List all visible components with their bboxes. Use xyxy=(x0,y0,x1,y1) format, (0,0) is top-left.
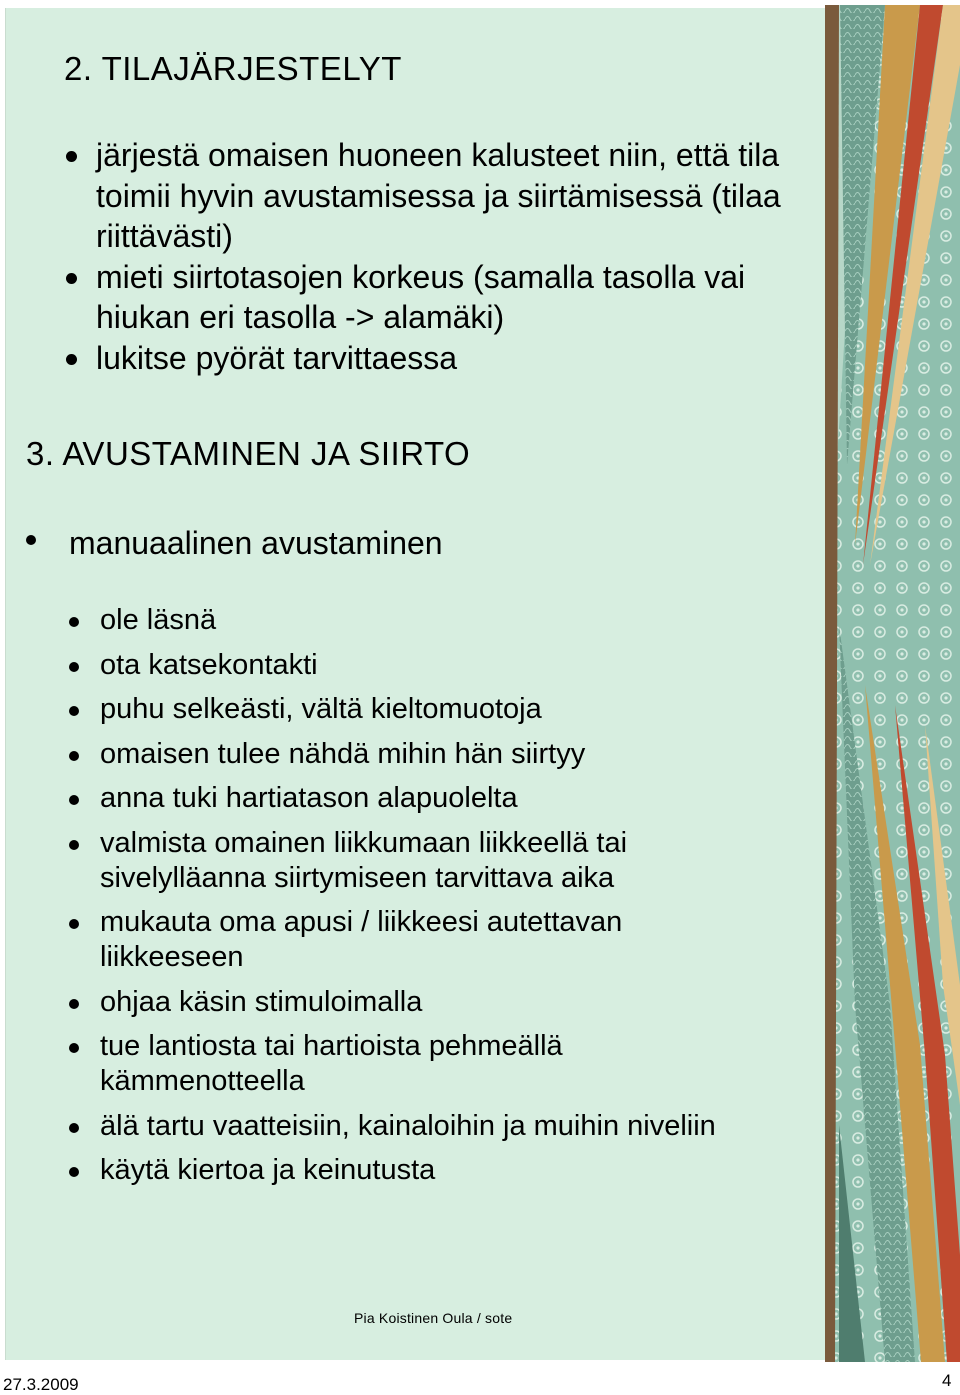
list-item: ole läsnä xyxy=(68,603,768,638)
list-item: tue lantiosta tai hartioista pehmeällä kämmenotteella xyxy=(68,1029,768,1099)
list-item: älä tartu vaatteisiin, kainaloihin ja muihin niveliin xyxy=(68,1109,768,1144)
list-item: järjestä omaisen huoneen kalusteet niin, että tila toimii hyvin avustamisessa ja siirtämisessä (tilaa riittävästi) xyxy=(64,135,784,257)
page-number: 4 xyxy=(942,1371,952,1390)
list-item: mukauta oma apusi / liikkeesi autettavan liikkeeseen xyxy=(68,905,768,975)
slide-panel xyxy=(5,8,826,1360)
list-item: anna tuki hartiatason alapuolelta xyxy=(68,781,768,816)
list-item: käytä kiertoa ja keinutusta xyxy=(68,1153,768,1188)
footer-date: 27.3.2009 xyxy=(3,1375,79,1394)
bullet-icon xyxy=(26,535,36,545)
section-2-list xyxy=(64,135,784,378)
list-item: mieti siirtotasojen korkeus (samalla tasolla vai hiukan eri tasolla -> alamäki) xyxy=(64,257,784,338)
list-item: omaisen tulee nähdä mihin hän siirtyy xyxy=(68,737,768,772)
list-item: ohjaa käsin stimuloimalla xyxy=(68,985,768,1020)
decorative-pattern-strip xyxy=(825,5,960,1362)
list-item: lukitse pyörät tarvittaessa xyxy=(64,338,784,379)
list-item: puhu selkeästi, vältä kieltomuotoja xyxy=(68,692,768,727)
list-item: valmista omainen liikkumaan liikkeellä tai sivelylläanna siirtymiseen tarvittava aika xyxy=(68,826,768,896)
manual-assistance-item: manuaalinen avustaminen xyxy=(69,525,443,561)
section-3-list xyxy=(68,603,768,1198)
section-2-heading: 2. TILAJÄRJESTELYT xyxy=(64,50,402,87)
list-item: ota katsekontakti xyxy=(68,648,768,683)
author-credit: Pia Koistinen Oula / sote xyxy=(354,1310,513,1326)
section-3-heading: 3. AVUSTAMINEN JA SIIRTO xyxy=(26,435,471,472)
